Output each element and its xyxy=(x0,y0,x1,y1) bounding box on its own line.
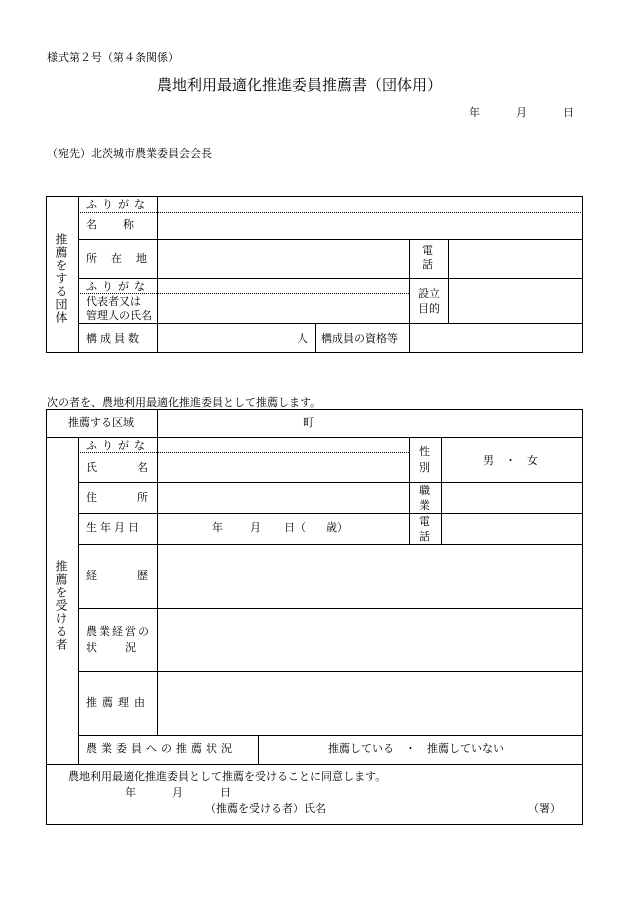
consent-day: 日 xyxy=(220,786,231,799)
nominee-address-label: 住所 xyxy=(86,491,188,504)
nominee-phone-label1: 電 xyxy=(419,515,430,528)
org-furigana-label: ふりがな xyxy=(86,198,150,211)
org-purpose-label1: 設立 xyxy=(418,287,440,300)
addressee: （宛先）北茨城市農業委員会会長 xyxy=(47,147,212,160)
birth-year: 年 xyxy=(212,521,223,534)
career-label: 経歴 xyxy=(86,569,188,582)
consent-signer: （推薦を受ける者）氏名 xyxy=(205,802,326,815)
nominee-phone-label2: 話 xyxy=(419,530,430,543)
nominee-furigana-label: ふりがな xyxy=(86,439,150,452)
org-rep-label1: 代表者又は xyxy=(86,295,141,308)
date-month: 月 xyxy=(516,106,527,119)
org-address-label: 所在地 xyxy=(86,252,161,265)
org-rep-label2: 管理人の氏名 xyxy=(86,309,152,322)
birth-day: 日（ xyxy=(284,521,306,534)
date-year: 年 xyxy=(469,106,480,119)
gender-label2: 別 xyxy=(419,461,430,474)
reason-label: 推薦理由 xyxy=(86,696,150,709)
statement: 次の者を、農地利用最適化推進委員として推薦します。 xyxy=(47,396,322,409)
nominee-name-label: 氏名 xyxy=(86,461,188,474)
date-day: 日 xyxy=(563,106,574,119)
page-title: 農地利用最適化推進委員推薦書（団体用） xyxy=(157,76,443,94)
org-rep-furigana-label: ふりがな xyxy=(86,280,150,293)
agri-status-label: 農業委員への推薦状況 xyxy=(86,742,236,755)
org-members-unit: 人 xyxy=(297,332,308,345)
district-label: 推薦する区域 xyxy=(68,416,134,429)
consent-year: 年 xyxy=(125,786,136,799)
birth-label: 生年月日 xyxy=(86,521,142,534)
org-side-label: 推薦をする団体 xyxy=(54,233,68,324)
consent-seal: （署） xyxy=(528,802,561,815)
birth-month: 月 xyxy=(250,521,261,534)
org-purpose-label2: 目的 xyxy=(418,302,440,315)
gender-value: 男 ・ 女 xyxy=(483,454,538,467)
farm-label2: 状 況 xyxy=(86,641,138,654)
birth-age: 歳） xyxy=(326,521,348,534)
org-phone-label2: 話 xyxy=(422,258,433,271)
org-phone-label1: 電 xyxy=(422,244,433,257)
gender-label1: 性 xyxy=(419,445,430,458)
district-unit: 町 xyxy=(303,416,314,429)
farm-label1: 農業経営の xyxy=(86,625,151,638)
agri-status-value: 推薦している ・ 推薦していない xyxy=(328,742,504,755)
org-name-label: 名称 xyxy=(86,218,160,231)
consent-text: 農地利用最適化推進委員として推薦を受けることに同意します。 xyxy=(68,770,387,783)
form-number: 様式第２号（第４条関係） xyxy=(47,51,179,64)
nominee-side-label: 推薦を受ける者 xyxy=(54,560,68,651)
org-member-qual-label: 構成員の資格等 xyxy=(321,332,398,345)
job-label1: 職 xyxy=(419,484,430,497)
consent-month: 月 xyxy=(172,786,183,799)
job-label2: 業 xyxy=(419,499,430,512)
org-members-label: 構成員数 xyxy=(86,332,142,345)
